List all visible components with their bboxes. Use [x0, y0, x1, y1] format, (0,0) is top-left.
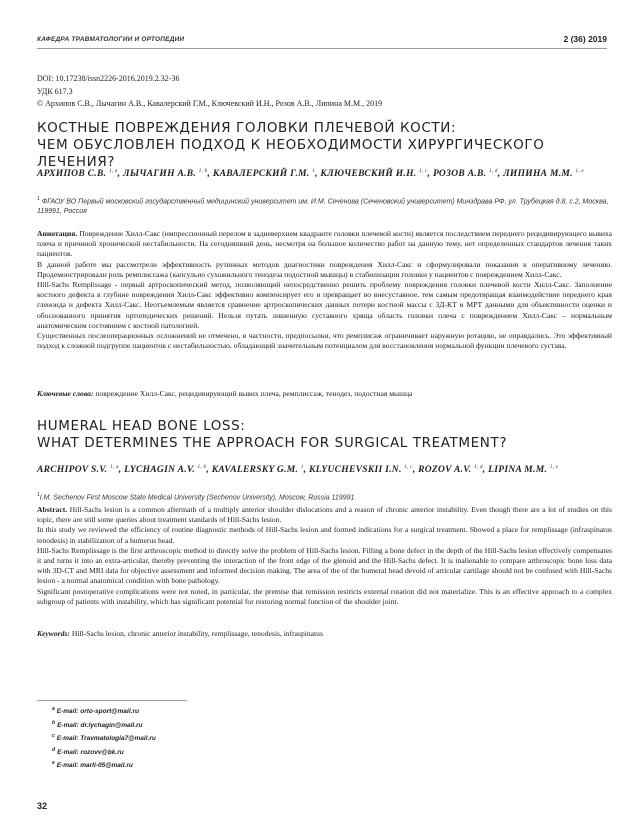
ru-keywords: Ключевые слова: повреждение Хилл-Сакс, рецидивирующий вывих плеча, ремплиссаж, тенодез, подостная мышца [37, 389, 413, 398]
ru-abstract-p4: Существенных послеоперационных осложнений не отмечено, в частности, предпосылки, что ремплисаж ограничивает наружную ротацию, не оправдались. Это эффективный подход к сложной подгруппе пациентов с нестабильностью, обладающий значительным потенциалом для восстановления нормальной функции плечевого сустава. [37, 331, 612, 351]
author: ARCHIPOV S.V. $^{1, a}$ [37, 465, 119, 476]
footnote-item[interactable]: $^e$ E-mail: marli-05@mail.ru [52, 760, 133, 770]
author: АРХИПОВ С.В. $^{1, a}$ [37, 169, 118, 180]
footnote-divider [37, 700, 187, 701]
udk: УДК 617.3 [37, 86, 73, 96]
ru-authors: АРХИПОВ С.В. $^{1, a}$, ЛЫЧАГИН А.В. $^{1, b}$, КАВАЛЕРСКИЙ Г.М. $^1$, КЛЮЧЕВСКИЙ И.Н. $^{1, c}$, РОЗОВ А.В. $^{1, d}$, ЛИПИНА М.М. $^{1, e}$ [37, 169, 584, 180]
author: РОЗОВ А.В. $^{1, d}$ [432, 169, 498, 180]
ru-title-line-2: ЧЕМ ОБУСЛОВЛЕН ПОДХОД К НЕОБХОДИМОСТИ ХИРУРГИЧЕСКОГО ЛЕЧЕНИЯ? [37, 137, 545, 170]
en-keywords: Keywords: Hill-Sachs lesion, chronic anterior instability, remplissage, tenodesis, infraspinatus [37, 629, 323, 638]
ru-title [37, 120, 617, 171]
section-title: КАФЕДРА ТРАВМАТОЛОГИИ И ОРТОПЕДИИ [37, 36, 185, 43]
ru-abstract-p1: Аннотация. Повреждение Хилл-Сакс (импрессионный перелом в задневерхнем квадранте головки плечевой кости) является последствием переднего рецидивирующего вывиха плеча и причиной хронической нестабильности. На сегодняшний день, несмотря на большое количество работ на данную тему, нет определенных стандартов лечения таких пациентов. [37, 229, 612, 259]
en-authors: ARCHIPOV S.V. $^{1, a}$, LYCHAGIN A.V. $^{1, b}$, KAVALERSKY G.M. $^1$, KLYUCHEVSKII I.N. $^{1, c}$, ROZOV A.V. $^{1, d}$, LIPINA M.M. $^{1, e}$ [37, 465, 559, 476]
footnotes [52, 704, 156, 772]
footnote-item[interactable]: $^a$ E-mail: orto-sport@mail.ru [52, 706, 139, 716]
en-abstract [37, 505, 612, 607]
author: LYCHAGIN A.V. $^{1, b}$ [124, 465, 207, 476]
article-meta [37, 73, 382, 111]
en-title [37, 418, 617, 452]
en-abstract-p4: Significant postoperative complications were not noted, in particular, the premise that remission restricts external rotation did not materialize. This is an effective approach to a complex subgroup of patients with instability, which has significant potential for restoring normal function of the shoulder joint. [37, 586, 612, 606]
author: ЛЫЧАГИН А.В. $^{1, b}$ [123, 169, 208, 180]
en-title-line-2: WHAT DETERMINES THE APPROACH FOR SURGICAL TREATMENT? [37, 435, 508, 451]
ru-title-line-1: КОСТНЫЕ ПОВРЕЖДЕНИЯ ГОЛОВКИ ПЛЕЧЕВОЙ КОСТИ: [37, 120, 457, 136]
en-abstract-p2: In this study we reviewed the efficiency of routine diagnostic methods of Hill-Sachs lesion and formed indications for a surgical treatment. Showed a place for remplissage (infraspinatus tenodesis) in stabilization of a humerus head. [37, 525, 612, 545]
ru-abstract [37, 229, 612, 351]
footnote-item[interactable]: $^c$ E-mail: Travmatologia7@mail.ru [52, 733, 156, 743]
ru-affiliation: $^1$ ФГАОУ ВО Первый московский государственный медицинский университет им. И.М. Сеченова (Сеченовский университет) Минздрава РФ, ул. Трубецкая д.8, с.2, Москва, 119991, Россия [37, 196, 609, 216]
page-number: 32 [37, 801, 48, 811]
en-abstract-p3: Hill-Sachs Remplissage is the first arthroscopic method to directly solve the problem of Hill-Sachs lesion. Filling a bone defect in the depth of the Hill-Sachs lesion effectively compensates it and turns it into an extra-articular, thereby preventing the interaction of the front edge of the glenoid and the Hill-Sachs defect. It is inalienable to compare arthroscopic bone loss data with 3D-CT and MRI data for objective assessment and informed decision making. The area of the of the humeral head devoid of articular cartilage should not be confused with Hill-Sachs lesion - a normal anatomical condition with bone pathology. [37, 545, 612, 586]
author: КЛЮЧЕВСКИЙ И.Н. $^{1, c}$ [320, 169, 428, 180]
copyright: © Архипов С.В., Лычагин А.В., Кавалерский Г.М., Ключевский И.Н., Розов А.В., Липина М.М., 2019 [37, 99, 383, 108]
author: KLYUCHEVSKII I.N. $^{1, c}$ [309, 465, 413, 476]
author: ЛИПИНА М.М. $^{1, e}$ [503, 169, 584, 180]
author: LIPINA M.M. $^{1, e}$ [488, 465, 559, 476]
en-abstract-p1: Abstract. Hill-Sachs lesion is a common aftermath of a multiply anterior shoulder dislocations and a reason of chronic anterior instability. Even though there are a lot of studies on this topic, there are still some queries about treatment standards of Hill-Sachs lesion. [37, 505, 612, 525]
footnote-item[interactable]: $^d$ E-mail: rozovv@bk.ru [52, 746, 124, 756]
author: KAVALERSKY G.M. $^1$ [211, 465, 304, 476]
ru-abstract-p3: Hill-Sachs Remplissage - первый артроскопический метод, позволяющий непосредственно решить проблему повреждения головки плечевой кости Хилл-Сакс. Заполнение костного дефекта в глубине повреждения Хилл-Сакс эффективно компенсирует его и превращает во внесуставное, тем самым предотвращая взаимодействие переднего края гленоида и дефекта Хилл-Сакс. Неотъемлемым является сравнение артроскопических данных потери костной массы с 3Д-КТ и МРТ данными для объективности оценки и обоснованного принятия ортопедических решений. Нельзя путать лишенную суставного хряща область головки плеча с повреждением Хилл-Сакс – нормальным анатомическим состоянием с костной патологией. [37, 280, 612, 330]
author: КАВАЛЕРСКИЙ Г.М. $^1$ [212, 169, 316, 180]
issue-number: 2 (36) 2019 [563, 34, 607, 44]
doi[interactable]: DOI: 10.17238/issn2226-2016.2019.2.32-36 [37, 74, 180, 83]
ru-abstract-p2: В данной работе мы рассмотрели эффективность рутинных методов диагностики повреждения Хилл-Сакс и сформулировали показания к оперативному лечению. Продемонстрировали роль ремплиссажа (капсульно сухожильного тенодеза подостной мышцы) в стабилизации головки у пациентов с повреждением Хилл-Сакс. [37, 259, 612, 279]
en-affiliation: $^1$I.M. Sechenov First Moscow State Medical University (Sechenov University), Moscow, Russia 119991 [37, 492, 355, 502]
running-header [37, 34, 607, 49]
en-title-line-1: HUMERAL HEAD BONE LOSS: [37, 418, 246, 434]
author: ROZOV A.V. $^{1, d}$ [418, 465, 483, 476]
footnote-item[interactable]: $^b$ E-mail: dr.lychagin@mail.ru [52, 719, 143, 729]
